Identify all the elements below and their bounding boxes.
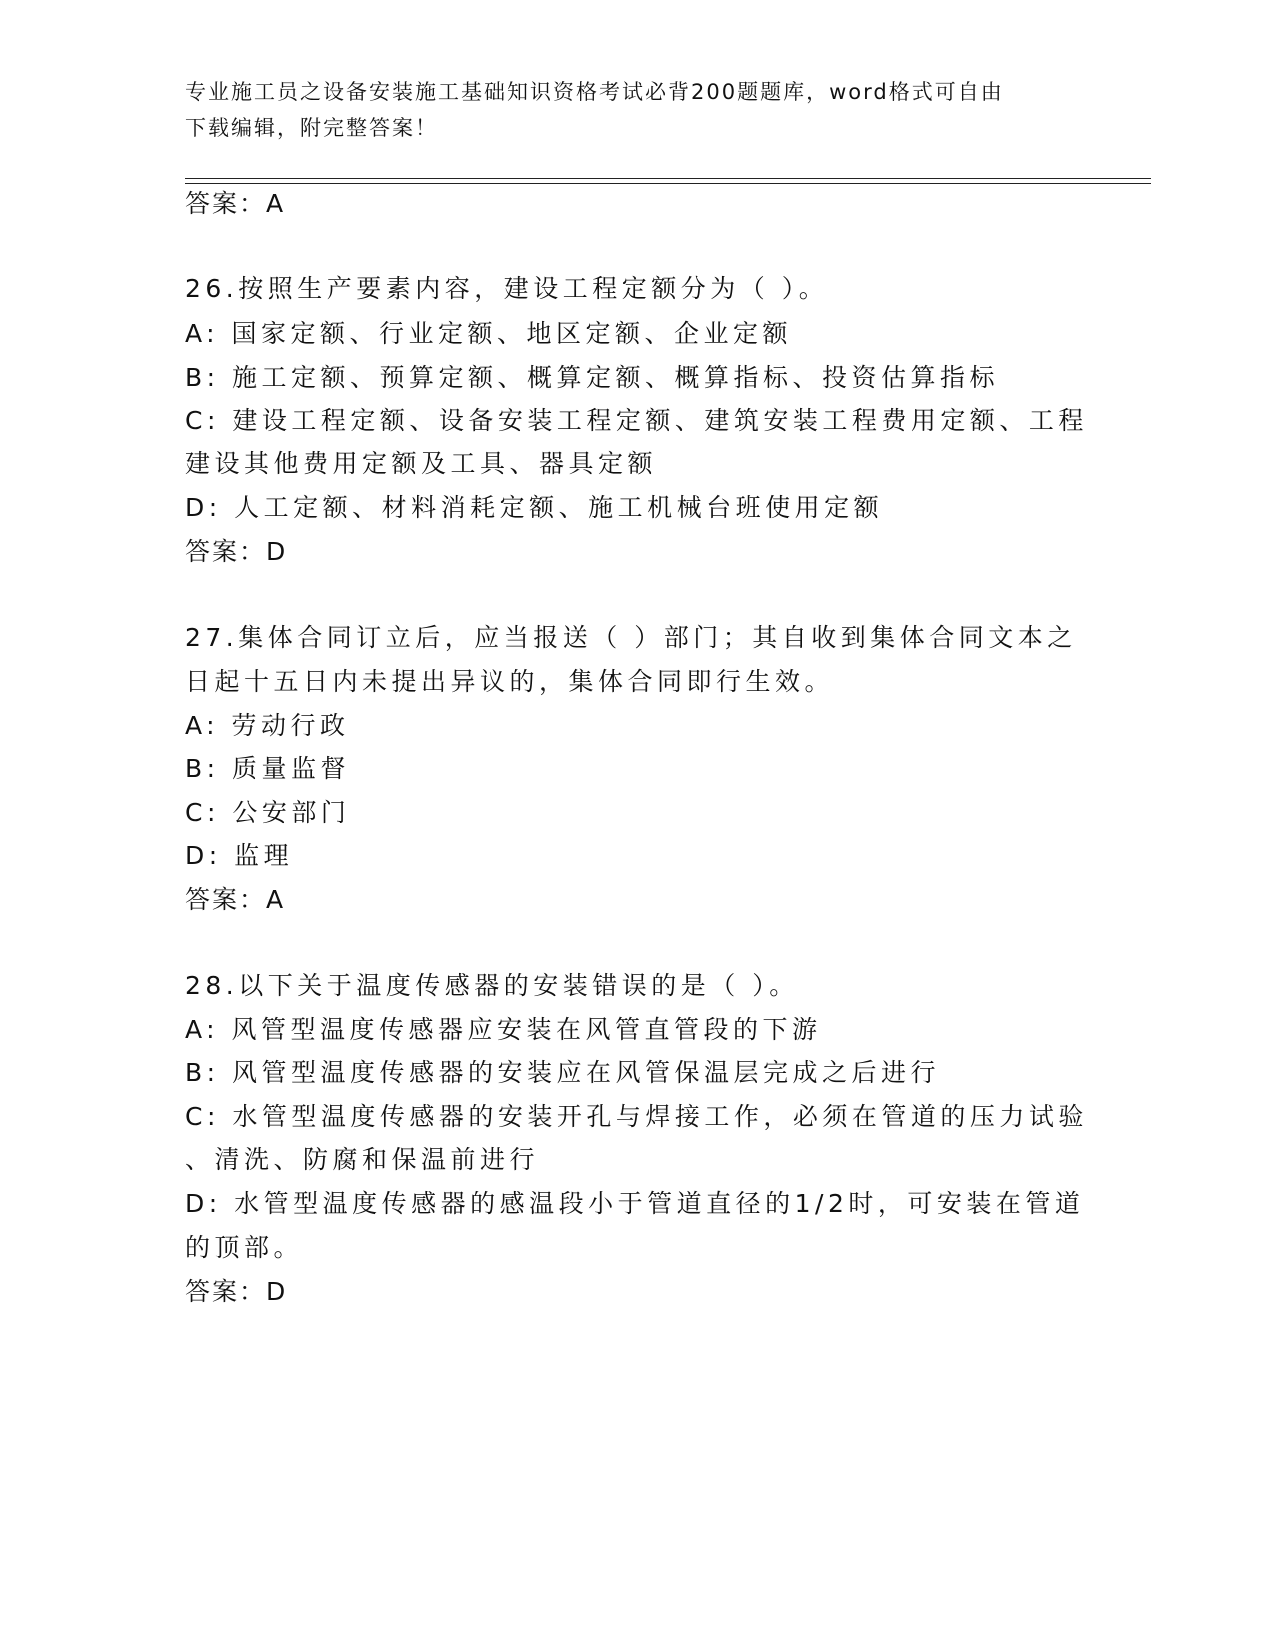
answer-value: A [266, 885, 286, 914]
option-a: A: 劳动行政 [185, 711, 350, 740]
option-a: A: 国家定额、行业定额、地区定额、企业定额 [185, 319, 793, 348]
header-line-1: 专业施工员之设备安装施工基础知识资格考试必背200题题库，word格式可自由 [185, 80, 1004, 104]
option-a: A: 风管型温度传感器应安装在风管直管段的下游 [185, 1015, 822, 1044]
option-c: C: 建设工程定额、设备安装工程定额、建筑安装工程费用定额、工程 [185, 406, 1088, 435]
question-stem: 26.按照生产要素内容，建设工程定额分为（ ）。 [185, 274, 829, 303]
option-c: C: 公安部门 [185, 798, 351, 827]
answer-value: D [266, 537, 288, 566]
option-c: C: 水管型温度传感器的安装开孔与焊接工作，必须在管道的压力试验 [185, 1102, 1088, 1131]
answer-label: 答案： [185, 885, 267, 914]
answer-label: 答案： [185, 1277, 267, 1306]
option-d-continued: 的顶部。 [185, 1233, 304, 1262]
question-stem: 28.以下关于温度传感器的安装错误的是（ ）。 [185, 971, 799, 1000]
answer-value: D [266, 1277, 288, 1306]
option-c-continued: 、清洗、防腐和保温前进行 [185, 1145, 540, 1174]
answer-line [185, 536, 287, 568]
answer-value: A [266, 189, 286, 218]
answer-label: 答案： [185, 189, 267, 218]
option-b: B: 质量监督 [185, 754, 351, 783]
answer-line [185, 188, 285, 220]
option-c-continued: 建设其他费用定额及工具、器具定额 [185, 449, 658, 478]
option-d: D: 人工定额、材料消耗定额、施工机械台班使用定额 [185, 493, 884, 522]
answer-label: 答案： [185, 537, 267, 566]
header-line-2: 下载编辑，附完整答案！ [185, 116, 438, 140]
page-header [185, 74, 1065, 146]
option-d: D: 水管型温度传感器的感温段小于管道直径的1/2时，可安装在管道 [185, 1189, 1085, 1218]
header-rule-top [185, 178, 1151, 179]
answer-line [185, 884, 285, 916]
option-b: B: 施工定额、预算定额、概算定额、概算指标、投资估算指标 [185, 363, 1000, 392]
question-stem-continued: 日起十五日内未提出异议的，集体合同即行生效。 [185, 667, 835, 696]
option-b: B: 风管型温度传感器的安装应在风管保温层完成之后进行 [185, 1058, 941, 1087]
header-rule-bottom [185, 183, 1151, 184]
answer-line [185, 1276, 287, 1308]
option-d: D: 监理 [185, 841, 294, 870]
question-stem: 27.集体合同订立后，应当报送（ ）部门；其自收到集体合同文本之 [185, 623, 1077, 652]
